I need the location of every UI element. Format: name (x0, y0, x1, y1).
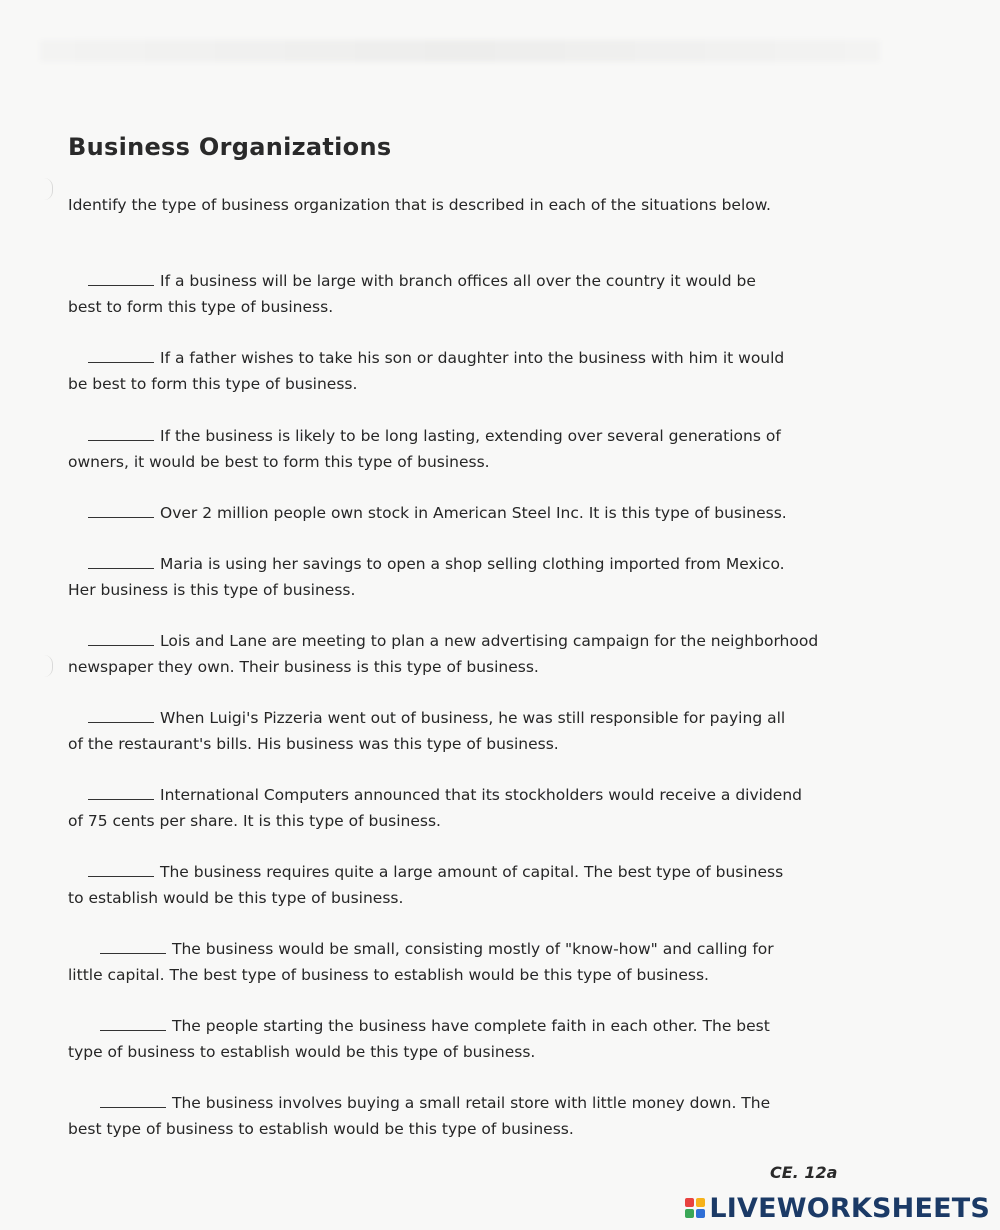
answer-blank[interactable] (88, 705, 154, 723)
question-first-line (68, 859, 858, 885)
question-item (68, 936, 858, 988)
question-text: If a business will be large with branch offices all over the country it would be (160, 272, 756, 290)
question-first-line (68, 1013, 858, 1039)
question-first-line (68, 345, 858, 371)
question-continuation: best type of business to establish would be this type of business. (68, 1120, 574, 1138)
liveworksheets-logo-icon (685, 1198, 705, 1218)
question-text: The business involves buying a small retail store with little money down. The (172, 1094, 771, 1112)
question-first-line (68, 268, 858, 294)
question-first-line (68, 423, 858, 449)
question-first-line (68, 551, 858, 577)
question-item (68, 705, 858, 757)
question-first-line (68, 782, 858, 808)
question-item (68, 859, 858, 911)
question-item (68, 500, 858, 526)
question-first-line (68, 1090, 858, 1116)
question-text: When Luigi's Pizzeria went out of business, he was still responsible for paying all (160, 709, 786, 727)
answer-blank[interactable] (88, 859, 154, 877)
question-continuation: newspaper they own. Their business is this type of business. (68, 658, 539, 676)
worksheet-title: Business Organizations (68, 133, 392, 161)
question-text: The business requires quite a large amount of capital. The best type of business (160, 863, 784, 881)
answer-blank[interactable] (88, 782, 154, 800)
question-text: Maria is using her savings to open a shop selling clothing imported from Mexico. (160, 555, 785, 573)
question-first-line (68, 936, 858, 962)
question-continuation: Her business is this type of business. (68, 581, 356, 599)
answer-blank[interactable] (88, 423, 154, 441)
question-text: If a father wishes to take his son or daughter into the business with him it would (160, 349, 785, 367)
question-first-line (68, 705, 858, 731)
question-item (68, 628, 858, 680)
answer-blank[interactable] (88, 628, 154, 646)
answer-blank[interactable] (88, 268, 154, 286)
margin-mark (44, 655, 53, 677)
question-continuation: best to form this type of business. (68, 298, 334, 316)
margin-mark (44, 178, 53, 200)
answer-blank[interactable] (88, 500, 154, 518)
question-first-line (68, 500, 858, 526)
question-continuation: of 75 cents per share. It is this type of business. (68, 812, 441, 830)
question-item (68, 1013, 858, 1065)
reference-code: CE. 12a (770, 1163, 838, 1182)
question-item (68, 345, 858, 397)
question-continuation: to establish would be this type of business. (68, 889, 404, 907)
question-continuation: little capital. The best type of business to establish would be this type of business. (68, 966, 709, 984)
scan-smudge (40, 40, 880, 62)
answer-blank[interactable] (100, 1013, 166, 1031)
question-text: If the business is likely to be long lasting, extending over several generations of (160, 427, 781, 445)
answer-blank[interactable] (100, 1090, 166, 1108)
question-first-line (68, 628, 858, 654)
brand-name: LIVEWORKSHEETS (709, 1192, 990, 1224)
question-text: Over 2 million people own stock in American Steel Inc. It is this type of business. (160, 504, 787, 522)
instructions: Identify the type of business organization that is described in each of the situations below. (68, 196, 771, 214)
question-text: The people starting the business have complete faith in each other. The best (172, 1017, 770, 1035)
liveworksheets-brand[interactable] (685, 1193, 990, 1223)
question-item (68, 423, 858, 475)
question-continuation: owners, it would be best to form this type of business. (68, 453, 490, 471)
answer-blank[interactable] (88, 551, 154, 569)
question-item (68, 551, 858, 603)
question-continuation: type of business to establish would be this type of business. (68, 1043, 536, 1061)
answer-blank[interactable] (88, 345, 154, 363)
question-continuation: be best to form this type of business. (68, 375, 358, 393)
question-item (68, 268, 858, 320)
question-item (68, 1090, 858, 1142)
question-text: The business would be small, consisting mostly of "know-how" and calling for (172, 940, 774, 958)
question-continuation: of the restaurant's bills. His business was this type of business. (68, 735, 559, 753)
question-text: Lois and Lane are meeting to plan a new advertising campaign for the neighborhood (160, 632, 819, 650)
answer-blank[interactable] (100, 936, 166, 954)
question-text: International Computers announced that its stockholders would receive a dividend (160, 786, 803, 804)
question-item (68, 782, 858, 834)
